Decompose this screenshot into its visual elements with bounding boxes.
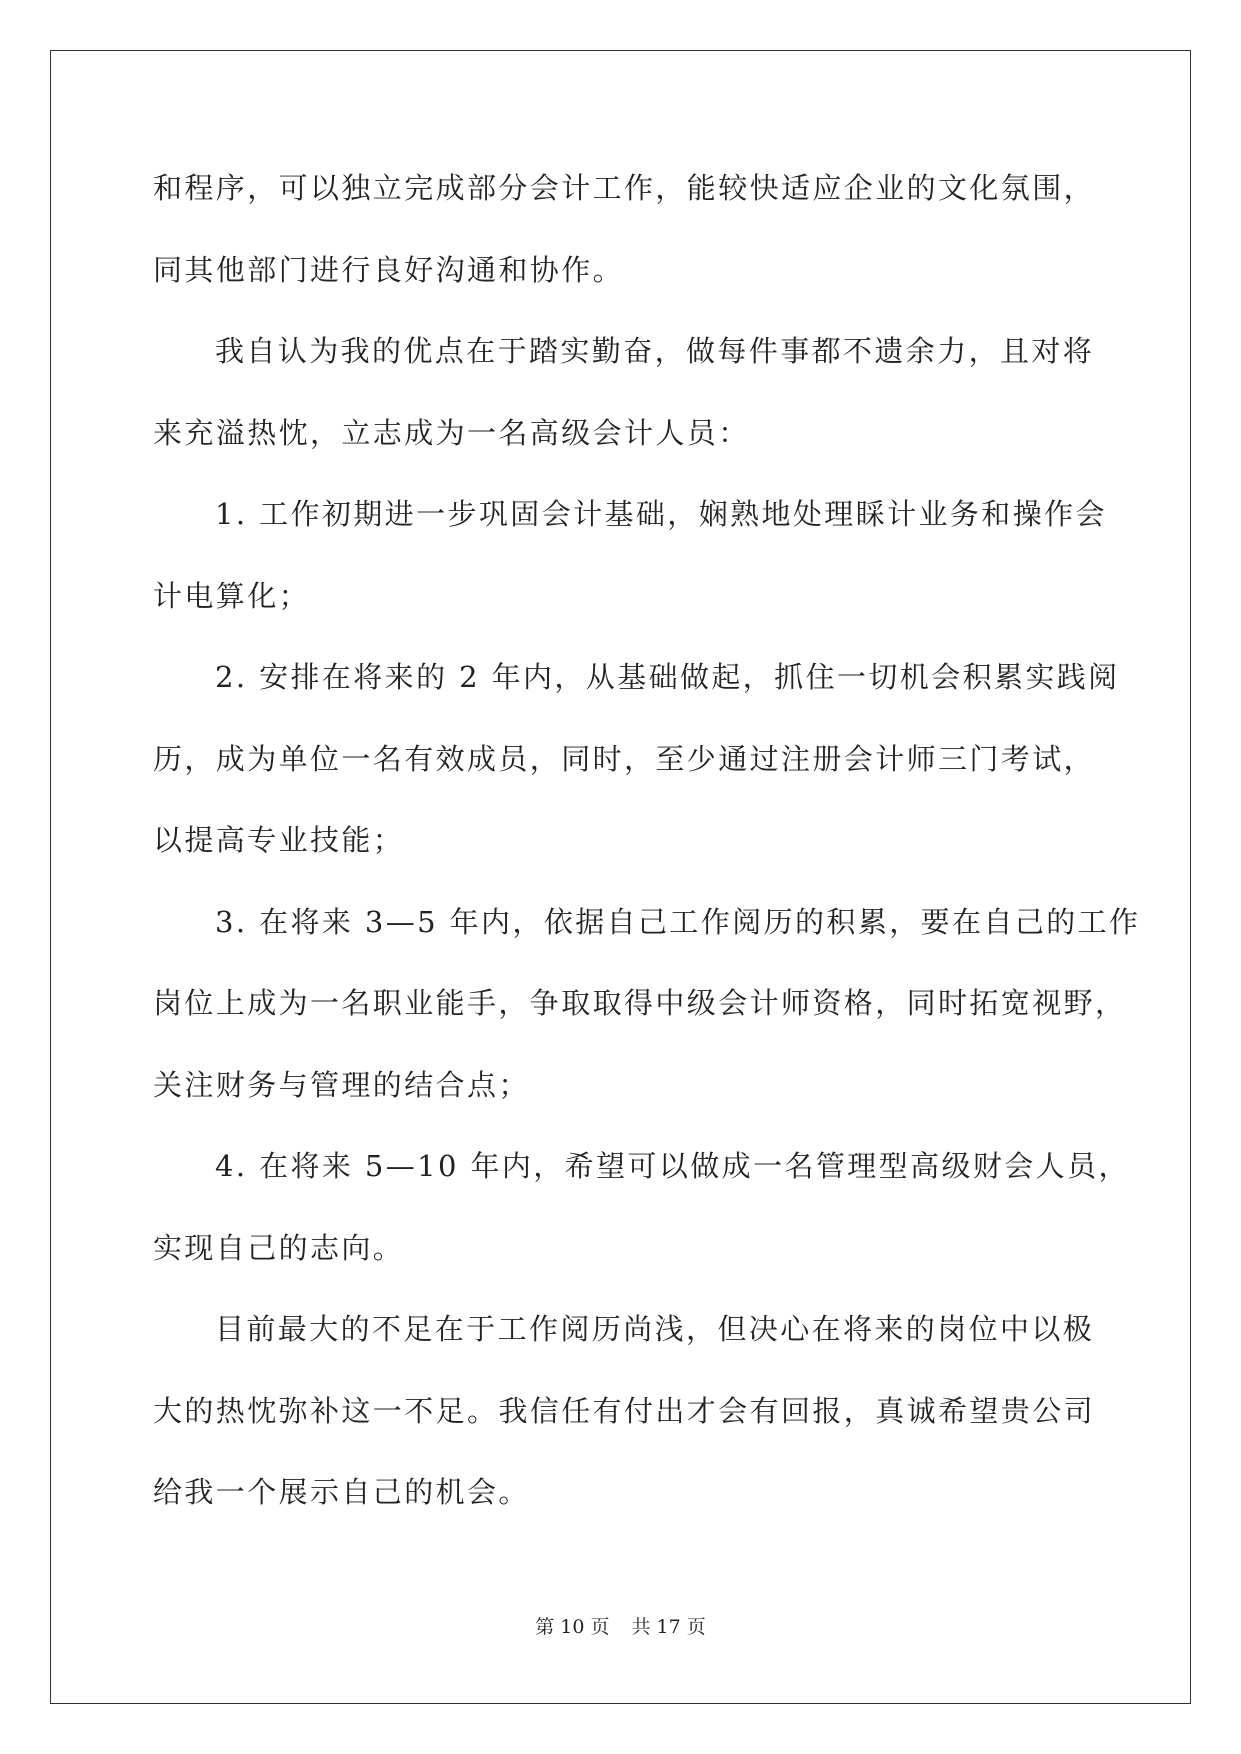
page-total: 共 17 页 [631,1616,706,1638]
text-line: 给我一个展示自己的机会。 [153,1475,530,1509]
text-line: 历，成为单位一名有效成员，同时，至少通过注册会计师三门考试， [153,741,1096,776]
text-line: 来充溢热忱，立志成为一名高级会计人员： [153,415,750,450]
text-line: 我自认为我的优点在于踏实勤奋，做每件事都不遗余力，且对将 [215,334,1095,368]
text-line: 关注财务与管理的结合点； [153,1067,530,1102]
text-line: 3. 在将来 3—5 年内，依据自己工作阅历的积累，要在自己的工作 [215,904,1141,939]
text-line: 大的热忱弥补这一不足。我信任有付出才会有回报，真诚希望贵公司 [153,1393,1096,1428]
page-footer [0,1612,1241,1639]
text-line: 2. 安排在将来的 2 年内，从基础做起，抓住一切机会积累实践阅 [215,660,1120,694]
text-line: 同其他部门进行良好沟通和协作。 [153,252,625,287]
text-line: 4. 在将来 5—10 年内，希望可以做成一名管理型高级财会人员， [215,1149,1130,1183]
page-number: 第 10 页 [535,1616,610,1638]
text-line: 1. 工作初期进一步巩固会计基础，娴熟地处理睬计业务和操作会 [215,497,1107,531]
text-line: 和程序，可以独立完成部分会计工作，能较快适应企业的文化氛围， [153,171,1096,205]
text-line: 实现自己的志向。 [153,1230,405,1265]
text-line: 计电算化； [153,578,311,613]
document-body [153,148,1141,1534]
text-line: 岗位上成为一名职业能手，争取取得中级会计师资格，同时拓宽视野， [153,986,1127,1020]
text-line: 以提高专业技能； [153,823,405,857]
text-line: 目前最大的不足在于工作阅历尚浅，但决心在将来的岗位中以极 [215,1312,1095,1346]
